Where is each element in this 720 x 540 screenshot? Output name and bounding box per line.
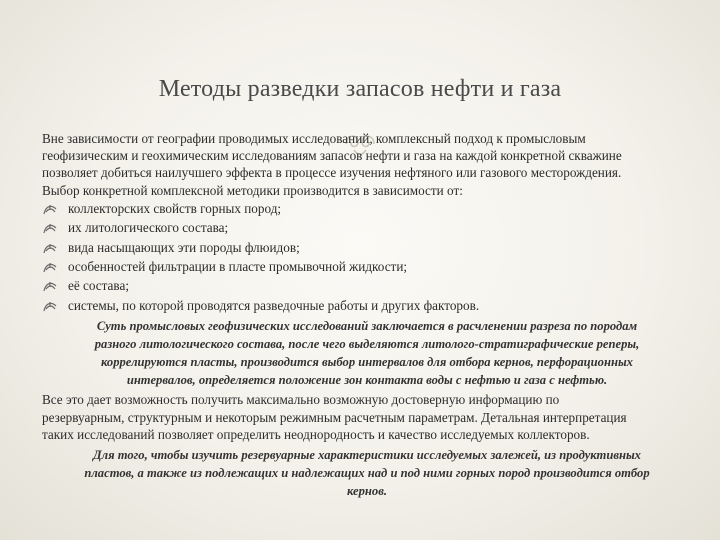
list-item bbox=[42, 199, 692, 218]
list-item-text: вида насыщающих эти породы флюидов; bbox=[68, 239, 300, 255]
body-line: резервуарным, структурным и некоторым режимным расчетным параметрам. Детальная интерпретация bbox=[42, 409, 627, 425]
italic-line: разного литологического состава, после чего выделяются литолого-стратиграфические реперы, bbox=[94, 337, 640, 352]
criteria-list bbox=[42, 199, 692, 315]
italic-line: интервалов, определяется положение зон контакта воды с нефтью и газа с нефтью. bbox=[126, 373, 608, 388]
body-line: таких исследований позволяет определить неоднородность и качество исследуемых коллекторов. bbox=[42, 427, 590, 443]
italic-line: кернов. bbox=[347, 484, 387, 499]
list-item-text: её состава; bbox=[68, 278, 129, 294]
list-item-text: их литологического состава; bbox=[68, 220, 229, 236]
italic-paragraph-2 bbox=[42, 446, 692, 500]
ornamental-bullet-icon bbox=[43, 280, 57, 292]
intro-line: Вне зависимости от географии проводимых исследований, комплексный подход к промысловым bbox=[42, 131, 586, 146]
italic-line: Для того, чтобы изучить резервуарные характеристики исследуемых залежей, из продуктивных bbox=[93, 448, 641, 463]
intro-paragraph bbox=[42, 130, 692, 199]
italic-paragraph-1 bbox=[42, 317, 692, 389]
body-line: Все это дает возможность получить максимально возможную достоверную информацию по bbox=[42, 392, 560, 408]
list-item bbox=[42, 238, 692, 257]
list-item bbox=[42, 257, 692, 276]
intro-line: Выбор конкретной комплексной методики производится в зависимости от: bbox=[42, 182, 463, 198]
italic-line: коррелируются пласты, производится выбор интервалов для отбора кернов, перфорационных bbox=[101, 355, 633, 370]
intro-line: позволяет добиться наилучшего эффекта в процессе изучения нефтяного или газового месторождения. bbox=[42, 165, 622, 181]
list-item bbox=[42, 218, 692, 237]
ornamental-bullet-icon bbox=[43, 222, 57, 234]
italic-line: пластов, а также из подлежащих и надлежащих над и под ними горных пород производится отбор bbox=[84, 466, 650, 481]
list-item-text: системы, по которой проводятся разведочные работы и других факторов. bbox=[68, 297, 480, 313]
ornamental-bullet-icon bbox=[43, 203, 57, 215]
list-item bbox=[42, 276, 692, 295]
list-item-text: коллекторских свойств горных пород; bbox=[68, 200, 282, 216]
slide-title: Методы разведки запасов нефти и газа bbox=[158, 76, 562, 102]
ornamental-bullet-icon bbox=[43, 261, 57, 273]
ornamental-bullet-icon bbox=[43, 242, 57, 254]
slide-content bbox=[42, 130, 692, 500]
body-paragraph-2 bbox=[42, 391, 692, 444]
italic-line: Суть промысловых геофизических исследований заключается в расчленении разреза по породам bbox=[96, 319, 638, 334]
intro-line: геофизическим и геохимическим исследованиям запасов нефти и газа на каждой конкретной скважине bbox=[42, 148, 622, 164]
list-item bbox=[42, 296, 692, 315]
list-item-text: особенностей фильтрации в пласте промывочной жидкости; bbox=[68, 259, 408, 275]
ornamental-bullet-icon bbox=[43, 300, 57, 312]
